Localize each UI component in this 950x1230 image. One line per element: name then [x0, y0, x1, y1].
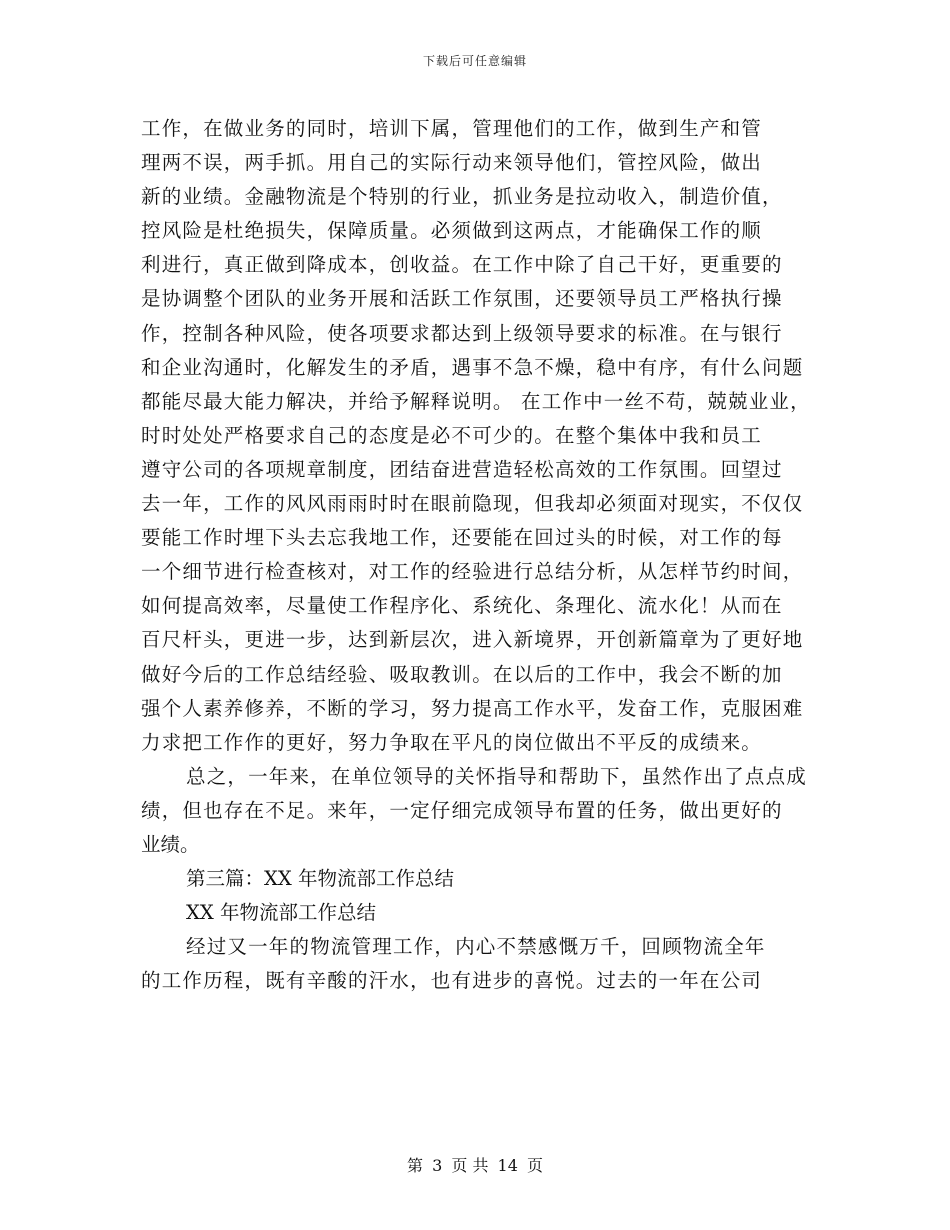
text-line: 都能尽最大能力解决，并给予解释说明。 在工作中一丝不苟，兢兢业业， [141, 389, 811, 413]
text-line: 理两不误，两手抓。用自己的实际行动来领导他们，管控风险，做出 [141, 151, 763, 175]
footer-total-pages: 14 [497, 1156, 518, 1175]
footer-suffix: 页 [527, 1156, 544, 1175]
text-line: 力求把工作作的更好，努力争取在平凡的岗位做出不平反的成绩来。 [141, 730, 763, 754]
text-line: 要能工作时埋下头去忘我地工作，还要能在回过头的时候，对工作的每 [141, 526, 783, 550]
text-line: 业绩。 [141, 832, 200, 856]
text-line: 的工作历程，既有辛酸的汗水，也有进步的喜悦。过去的一年在公司 [141, 969, 763, 993]
footer-middle: 页 共 [451, 1156, 489, 1175]
text-line: 第三篇：XX 年物流部工作总结 [186, 867, 454, 891]
text-line: 经过又一年的物流管理工作，内心不禁感慨万千，回顾物流全年 [186, 935, 766, 959]
text-line: 是协调整个团队的业务开展和活跃工作氛围，还要领导员工严格执行操 [141, 287, 783, 311]
text-line: XX 年物流部工作总结 [186, 901, 376, 925]
body-text [141, 112, 813, 998]
text-line: 如何提高效率，尽量使工作程序化、系统化、条理化、流水化！从而在 [141, 594, 783, 618]
header-note: 下载后可任意编辑 [422, 54, 527, 68]
text-line: 利进行，真正做到降成本，创收益。在工作中除了自己干好，更重要的 [141, 253, 783, 277]
text-line: 控风险是杜绝损失，保障质量。必须做到这两点，才能确保工作的顺 [141, 219, 763, 243]
text-line: 作，控制各种风险，使各项要求都达到上级领导要求的标准。在与银行 [141, 321, 783, 345]
footer-current-page: 3 [432, 1156, 443, 1175]
page-footer [0, 1153, 950, 1176]
text-line: 工作，在做业务的同时，培训下属，管理他们的工作，做到生产和管 [141, 117, 763, 140]
text-line: 和企业沟通时，化解发生的矛盾，遇事不急不燥，稳中有序，有什么问题 [141, 355, 804, 379]
text-line: 百尺杆头，更进一步，达到新层次，进入新境界，开创新篇章为了更好地 [141, 628, 804, 652]
text-line: 做好今后的工作总结经验、吸取教训。在以后的工作中，我会不断的加 [141, 662, 783, 686]
text-line: 绩，但也存在不足。来年，一定仔细完成领导布置的任务，做出更好的 [141, 798, 783, 822]
text-line: 新的业绩。金融物流是个特别的行业，抓业务是拉动收入，制造价值， [141, 185, 783, 209]
text-line: 总之，一年来，在单位领导的关怀指导和帮助下，虽然作出了点点成 [186, 764, 808, 788]
text-line: 强个人素养修养，不断的学习，努力提高工作水平，发奋工作，克服困难 [141, 696, 804, 720]
text-line: 时时处处严格要求自己的态度是必不可少的。在整个集体中我和员工 [141, 423, 763, 447]
text-line: 去一年，工作的风风雨雨时时在眼前隐现，但我却必须面对现实，不仅仅 [141, 492, 804, 516]
text-line: 遵守公司的各项规章制度，团结奋进营造轻松高效的工作氛围。回望过 [141, 457, 783, 481]
footer-prefix: 第 [406, 1156, 423, 1175]
text-line: 一个细节进行检查核对，对工作的经验进行总结分析，从怎样节约时间， [141, 560, 804, 584]
